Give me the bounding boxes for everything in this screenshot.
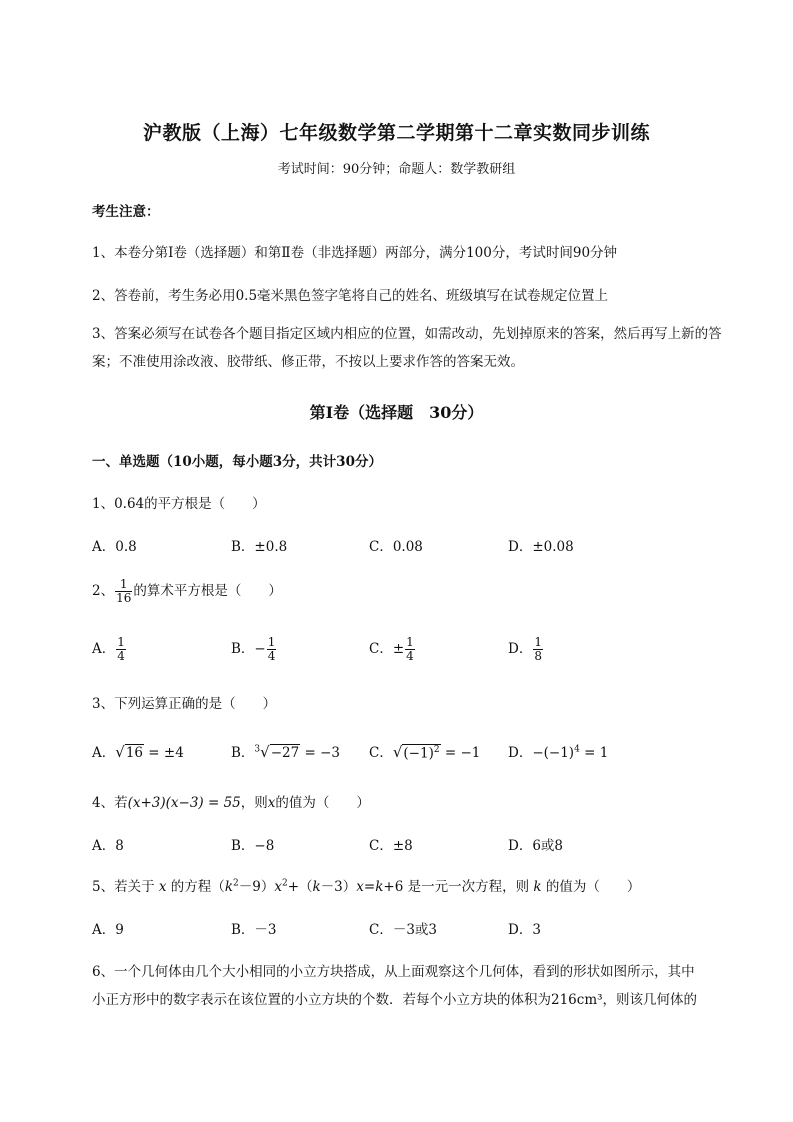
q2-option-d: D． $\frac{1}{8}$ bbox=[508, 635, 542, 663]
question-6-stem-line2: 小正方形中的数字表示在该位置的小立方块的个数．若每个小立方块的体积为216cm³，则该几何体的 bbox=[92, 992, 698, 1008]
q5-option-c: C．－3或3 bbox=[369, 922, 438, 938]
q1-option-c: C．0.08 bbox=[369, 539, 423, 555]
q1-option-d: D．±0.08 bbox=[508, 539, 574, 555]
paper-subtitle: 考试时间：90分钟；命题人：数学教研组 bbox=[277, 162, 516, 177]
q2-prefix: 2、 bbox=[92, 583, 115, 599]
notice-item: 1、本卷分第Ⅰ卷（选择题）和第Ⅱ卷（非选择题）两部分，满分100分，考试时间90分钟 bbox=[92, 245, 618, 261]
q2-option-c: C．± $\frac{1}{4}$ bbox=[369, 635, 414, 663]
q4-option-c: C．±8 bbox=[369, 838, 413, 854]
q5-option-a: A．9 bbox=[92, 922, 124, 938]
q5-option-b: B．－3 bbox=[231, 922, 277, 938]
q4-option-d: D．6或8 bbox=[508, 838, 564, 854]
q3-option-a: A．√16 = ±4 bbox=[92, 743, 184, 761]
q2-fraction: $\frac{1}{16}$ bbox=[116, 577, 132, 605]
q4-option-a: A．8 bbox=[92, 838, 124, 854]
notice-heading: 考生注意： bbox=[92, 204, 160, 220]
q1-option-a: A．0.8 bbox=[92, 539, 137, 555]
q4-option-b: B．−8 bbox=[231, 838, 275, 854]
q2-option-b: B．− $\frac{1}{4}$ bbox=[231, 635, 276, 663]
q2-suffix: 的算术平方根是（ ） bbox=[133, 583, 282, 599]
q3-option-c: C．$√(-1)^2 = -1$ bbox=[369, 743, 481, 761]
question-5-stem: 5、若关于 x 的方程$(k^2-9)x^2+(k-3)x=k+6$ 是一元一次方程，则 k 的值为（ ） bbox=[92, 878, 641, 895]
question-2-stem bbox=[92, 578, 282, 605]
question-4-stem: 4、若(x+3)(x−3) = 55，则x的值为（ ） bbox=[92, 795, 370, 811]
q3-option-b: B．$^3$√−27 = −3 bbox=[231, 743, 341, 761]
section-title: 第Ⅰ卷（选择题 30分） bbox=[309, 403, 484, 422]
paper-title: 沪教版（上海）七年级数学第二学期第十二章实数同步训练 bbox=[142, 122, 650, 144]
notice-item: 3、答案必须写在试卷各个题目指定区域内相应的位置，如需改动，先划掉原来的答案，然后再写上新的答案；不准使用涂改液、胶带纸、修正带，不按以上要求作答的答案无效。 bbox=[92, 326, 722, 370]
question-6-stem-line1: 6、一个几何体由几个大小相同的小立方块搭成，从上面观察这个几何体，看到的形状如图所示，其中 bbox=[92, 964, 695, 980]
notice-item: 2、答卷前，考生务必用0.5毫米黑色签字笔将自己的姓名、班级填写在试卷规定位置上 bbox=[92, 288, 609, 304]
question-1-stem: 1、0.64的平方根是（ ） bbox=[92, 496, 266, 512]
question-3-stem: 3、下列运算正确的是（ ） bbox=[92, 696, 277, 712]
part-heading: 一、单选题（10小题，每小题3分，共计30分） bbox=[92, 454, 382, 470]
q3-option-d: D．$-(-1)^4 = 1$ bbox=[508, 744, 609, 761]
q2-option-a: A． $\frac{1}{4}$ bbox=[92, 635, 125, 663]
q1-option-b: B．±0.8 bbox=[231, 539, 288, 555]
q5-option-d: D．3 bbox=[508, 922, 541, 938]
